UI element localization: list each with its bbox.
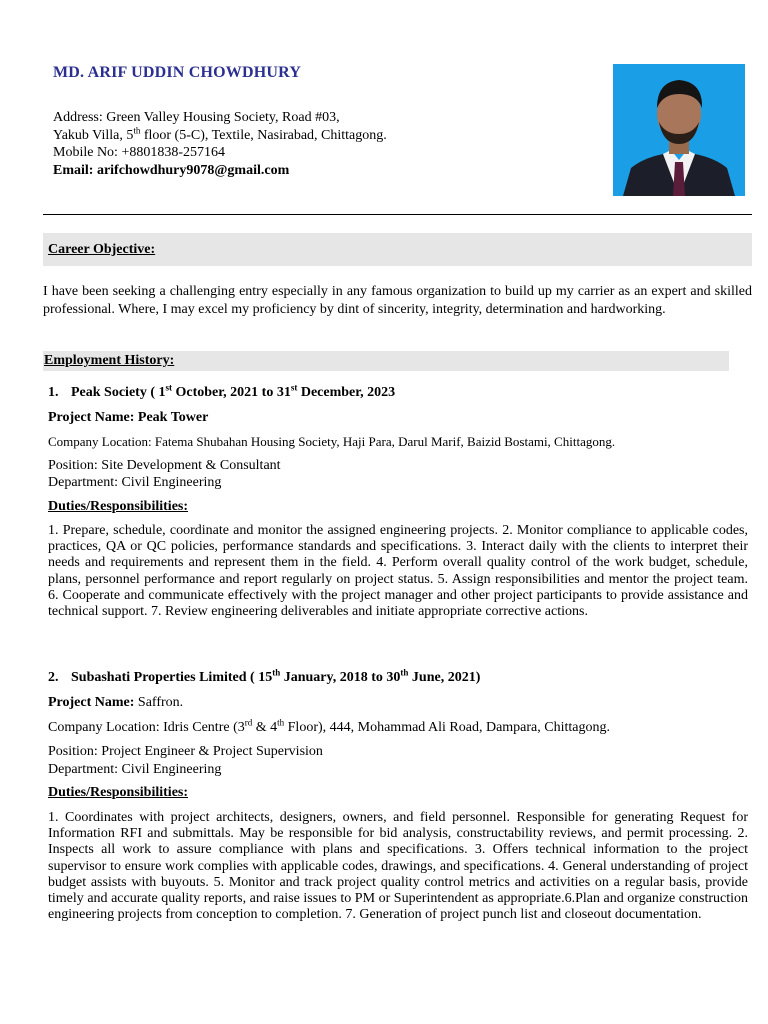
job-2-duties-heading: Duties/Responsibilities: (48, 785, 189, 800)
job-1-project-name: Project Name: Peak Tower (48, 410, 209, 425)
job-1-position: Position: Site Development & Consultant (48, 458, 281, 473)
employment-history-heading: Employment History: (43, 351, 729, 371)
career-objective-heading: Career Objective: (43, 233, 752, 266)
job-1-department: Department: Civil Engineering (48, 475, 222, 490)
job-2-duties-text: 1. Coordinates with project architects, designers, owners, and field personnel. Responsible for generating Request for Information RFI and submittals. May be responsible for bid analysis, constructability reviews, and permit processing. 2. Inspects all work to assure compliance with plans and specifications. 3. Offers technical information to the project supervisor to ensure work complies with applicable codes, drawings, and specifications. 4. General understanding of project budget assists with buyouts. 5. Monitor and track project quality control metrics and activities on a regular basis, provide timely and accurate quality reports, and raise issues to PM or Superintendent as appropriate.6.Plan and organize construction engineering projects from conception to completion. 7. Generation of project punch list and closeout documentation. (48, 810, 748, 923)
candidate-name: MD. ARIF UDDIN CHOWDHURY (53, 64, 302, 81)
job-1-title: 1. Peak Society ( 1st October, 2021 to 31st December, 2023 (48, 382, 396, 400)
address-line-1: Address: Green Valley Housing Society, Road #03, (53, 110, 340, 125)
career-objective-text: I have been seeking a challenging entry especially in any famous organization to build up my carrier as an expert and skilled professional. Where, I may excel my proficiency by dint of sincerity, integrity, determination and hardworking. (43, 284, 752, 317)
job-2-location: Company Location: Idris Centre (3rd & 4th Floor), 444, Mohammad Ali Road, Dampara, Chittagong. (48, 717, 610, 735)
profile-photo (613, 64, 745, 196)
job-1-location: Company Location: Fatema Shubahan Housing Society, Haji Para, Darul Marif, Baizid Bostami, Chittagong. (48, 434, 616, 449)
mobile-number: Mobile No: +8801838-257164 (53, 145, 225, 160)
job-1-duties-heading: Duties/Responsibilities: (48, 499, 189, 514)
job-2-project-name: Project Name: Saffron. (48, 695, 184, 710)
contact-block (53, 109, 387, 179)
job-2-department: Department: Civil Engineering (48, 762, 222, 777)
job-2-position: Position: Project Engineer & Project Supervision (48, 744, 323, 759)
header-divider (43, 214, 752, 215)
job-2-title: 2. Subashati Properties Limited ( 15th January, 2018 to 30th June, 2021) (48, 667, 481, 685)
address-line-2: Yakub Villa, 5th floor (5-C), Textile, Nasirabad, Chittagong. (53, 124, 387, 143)
email-address: Email: arifchowdhury9078@gmail.com (53, 162, 290, 178)
job-1-duties-text: 1. Prepare, schedule, coordinate and monitor the assigned engineering projects. 2. Monitor compliance to applicable codes, practices, QA or QC policies, performance standards and specifications. 3. Interact daily with the clients to interpret their needs and requirements and represent them in the field. 4. Perform overall quality control of the work budget, schedule, plans, personnel performance and report regularly on project status. 5. Assign responsibilities and mentor the project team. 6. Cooperate and communicate effectively with the project manager and other project participants to provide assistance and technical support. 7. Review engineering deliverables and initiate appropriate corrective actions. (48, 523, 748, 620)
